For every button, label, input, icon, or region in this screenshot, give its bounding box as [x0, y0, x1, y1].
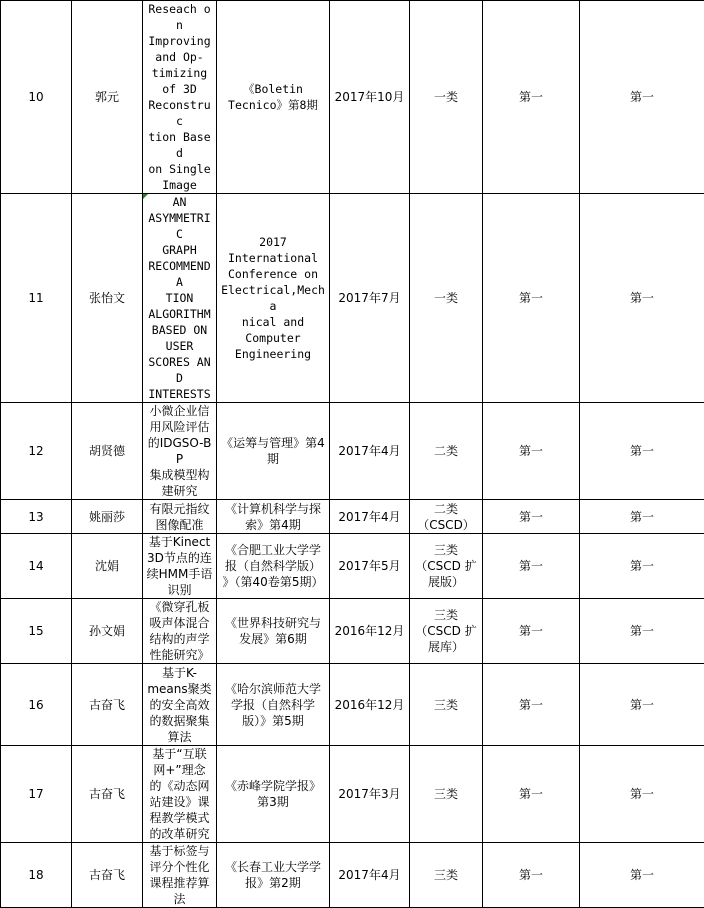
table-row [1, 403, 704, 500]
publish-date-cell-text: 2016年12月 [335, 698, 405, 712]
row-number-cell-text: 13 [28, 510, 43, 524]
rank-cell-text: 第一 [519, 291, 543, 305]
author-cell[interactable] [72, 194, 143, 403]
rank-cell[interactable] [580, 194, 704, 403]
author-cell-text: 胡贤德 [89, 444, 125, 458]
rank-cell[interactable] [580, 1, 704, 194]
author-cell-text: 古奋飞 [89, 698, 125, 712]
category-cell-text: 三类（CSCD 扩展库） [415, 608, 476, 654]
rank-cell-text: 第一 [630, 90, 654, 104]
journal-cell[interactable] [217, 843, 330, 908]
rank-cell-text: 第一 [519, 624, 543, 638]
author-cell-text: 孙文娟 [89, 624, 125, 638]
publish-date-cell-text: 2017年3月 [338, 787, 400, 801]
table-row [1, 1, 704, 194]
publish-date-cell[interactable] [330, 500, 410, 534]
publish-date-cell-text: 2017年4月 [338, 510, 400, 524]
paper-title-cell-text: Reseach on Improving and Op- timizing of 3D Reconstruc tion Based on Single Image [148, 2, 210, 192]
rank-cell[interactable] [580, 843, 704, 908]
author-cell-text: 古奋飞 [89, 787, 125, 801]
table-row [1, 500, 704, 534]
rank-cell-text: 第一 [630, 291, 654, 305]
row-number-cell-text: 11 [28, 291, 43, 305]
category-cell-text: 一类 [434, 291, 458, 305]
paper-title-cell-text: 有限元指纹 图像配准 [149, 502, 209, 532]
rank-cell-text: 第一 [519, 444, 543, 458]
author-cell-text: 张怡文 [89, 291, 125, 305]
table-row [1, 746, 704, 843]
journal-cell-text: 《赤峰学院学报》 第3期 [225, 779, 321, 809]
rank-cell[interactable] [580, 664, 704, 746]
publish-date-cell[interactable] [330, 403, 410, 500]
publish-date-cell[interactable] [330, 843, 410, 908]
row-number-cell[interactable] [1, 194, 72, 403]
author-cell[interactable] [72, 1, 143, 194]
author-cell[interactable] [72, 664, 143, 746]
rank-cell-text: 第一 [519, 698, 543, 712]
paper-title-cell[interactable] [143, 746, 217, 843]
author-cell[interactable] [72, 534, 143, 599]
journal-cell[interactable] [217, 1, 330, 194]
rank-cell-text: 第一 [630, 444, 654, 458]
category-cell[interactable] [410, 500, 483, 534]
paper-title-cell-text: 基于K- means聚类 的安全高效 的数据聚集 算法 [147, 666, 211, 744]
category-cell-text: 二类 （CSCD） [417, 502, 475, 532]
paper-title-cell-text: 小微企业信 用风险评估 的IDGSO-BP 集成模型构 建研究 [148, 404, 212, 498]
category-cell-text: 三类（CSCD 扩展版） [415, 543, 476, 589]
journal-cell-text: 2017 International Conference on Electrical,Mecha nical and Computer Engineering [221, 235, 325, 361]
row-number-cell-text: 15 [28, 624, 43, 638]
journal-cell[interactable] [217, 194, 330, 403]
journal-cell[interactable] [217, 599, 330, 664]
journal-cell[interactable] [217, 664, 330, 746]
paper-title-cell[interactable] [143, 194, 217, 403]
rank-cell[interactable] [483, 534, 580, 599]
rank-cell[interactable] [483, 664, 580, 746]
author-cell-text: 沈娟 [95, 559, 119, 573]
author-cell[interactable] [72, 403, 143, 500]
rank-cell-text: 第一 [519, 559, 543, 573]
row-number-cell-text: 18 [28, 868, 43, 882]
rank-cell[interactable] [483, 1, 580, 194]
paper-title-cell[interactable] [143, 500, 217, 534]
category-cell[interactable] [410, 746, 483, 843]
rank-cell-text: 第一 [630, 510, 654, 524]
comment-indicator-icon[interactable] [143, 194, 148, 199]
publish-date-cell[interactable] [330, 534, 410, 599]
paper-title-cell-text: 《微穿孔板 吸声体混合 结构的声学 性能研究》 [149, 600, 209, 662]
paper-title-cell-text: 基于“互联 网+”理念 的《动态网 站建设》课 程教学模式 的改革研究 [149, 747, 209, 841]
row-number-cell[interactable] [1, 1, 72, 194]
publish-date-cell-text: 2017年10月 [335, 90, 405, 104]
paper-title-cell[interactable] [143, 534, 217, 599]
rank-cell[interactable] [483, 599, 580, 664]
row-number-cell-text: 14 [28, 559, 43, 573]
rank-cell-text: 第一 [630, 624, 654, 638]
table-body [1, 1, 704, 908]
category-cell[interactable] [410, 843, 483, 908]
journal-cell-text: 《哈尔滨师范大学 学报（自然科学 版）》第5期 [225, 682, 321, 728]
rank-cell-text: 第一 [519, 90, 543, 104]
journal-cell-text: 《Boletin Tecnico》第8期 [228, 82, 318, 112]
rank-cell-text: 第一 [630, 787, 654, 801]
paper-title-cell[interactable] [143, 403, 217, 500]
journal-cell-text: 《世界科技研究与 发展》第6期 [225, 616, 321, 646]
category-cell[interactable] [410, 664, 483, 746]
category-cell-text: 一类 [434, 90, 458, 104]
journal-cell-text: 《计算机科学与探 索》第4期 [225, 502, 321, 532]
row-number-cell-text: 16 [28, 698, 43, 712]
category-cell[interactable] [410, 1, 483, 194]
author-cell[interactable] [72, 746, 143, 843]
row-number-cell-text: 12 [28, 444, 43, 458]
rank-cell-text: 第一 [630, 868, 654, 882]
row-number-cell[interactable] [1, 500, 72, 534]
rank-cell[interactable] [580, 599, 704, 664]
table-row [1, 534, 704, 599]
rank-cell[interactable] [580, 500, 704, 534]
row-number-cell[interactable] [1, 599, 72, 664]
table-row [1, 664, 704, 746]
publish-date-cell[interactable] [330, 746, 410, 843]
rank-cell[interactable] [580, 403, 704, 500]
author-cell[interactable] [72, 843, 143, 908]
publish-date-cell[interactable] [330, 1, 410, 194]
row-number-cell-text: 10 [28, 90, 43, 104]
paper-title-cell[interactable] [143, 664, 217, 746]
rank-cell[interactable] [483, 403, 580, 500]
publish-date-cell-text: 2017年4月 [338, 444, 400, 458]
category-cell[interactable] [410, 534, 483, 599]
journal-cell[interactable] [217, 500, 330, 534]
publish-date-cell[interactable] [330, 599, 410, 664]
category-cell-text: 三类 [434, 698, 458, 712]
category-cell[interactable] [410, 599, 483, 664]
row-number-cell[interactable] [1, 746, 72, 843]
row-number-cell[interactable] [1, 534, 72, 599]
journal-cell-text: 《运筹与管理》第4 期 [221, 436, 325, 466]
category-cell[interactable] [410, 403, 483, 500]
rank-cell-text: 第一 [630, 698, 654, 712]
row-number-cell[interactable] [1, 843, 72, 908]
paper-title-cell[interactable] [143, 843, 217, 908]
journal-cell-text: 《合肥工业大学学 报（自然科学版） 》（第40卷第5期） [223, 543, 324, 589]
category-cell-text: 二类 [434, 444, 458, 458]
table-row [1, 843, 704, 908]
rank-cell-text: 第一 [630, 559, 654, 573]
paper-title-cell-text: 基于标签与 评分个性化 课程推荐算 法 [149, 844, 209, 906]
rank-cell[interactable] [483, 746, 580, 843]
publish-date-cell-text: 2017年5月 [338, 559, 400, 573]
journal-cell[interactable] [217, 746, 330, 843]
table-row [1, 599, 704, 664]
rank-cell-text: 第一 [519, 510, 543, 524]
author-cell-text: 古奋飞 [89, 868, 125, 882]
category-cell-text: 三类 [434, 868, 458, 882]
publish-date-cell[interactable] [330, 664, 410, 746]
journal-cell-text: 《长春工业大学学 报》第2期 [225, 860, 321, 890]
author-cell-text: 郭元 [95, 90, 119, 104]
author-cell[interactable] [72, 599, 143, 664]
publish-date-cell-text: 2017年4月 [338, 868, 400, 882]
journal-cell[interactable] [217, 403, 330, 500]
author-cell-text: 姚丽莎 [89, 510, 125, 524]
paper-title-cell-text: 基于Kinect 3D节点的连 续HMM手语 识别 [147, 535, 213, 597]
publish-date-cell-text: 2016年12月 [335, 624, 405, 638]
rank-cell[interactable] [580, 746, 704, 843]
journal-cell[interactable] [217, 534, 330, 599]
row-number-cell[interactable] [1, 664, 72, 746]
rank-cell[interactable] [483, 194, 580, 403]
category-cell-text: 三类 [434, 787, 458, 801]
rank-cell[interactable] [483, 843, 580, 908]
rank-cell-text: 第一 [519, 787, 543, 801]
publish-date-cell-text: 2017年7月 [338, 291, 400, 305]
table-row [1, 194, 704, 403]
row-number-cell-text: 17 [28, 787, 43, 801]
paper-title-cell[interactable] [143, 1, 217, 194]
author-cell[interactable] [72, 500, 143, 534]
rank-cell-text: 第一 [519, 868, 543, 882]
publish-date-cell[interactable] [330, 194, 410, 403]
paper-title-cell[interactable] [143, 599, 217, 664]
row-number-cell[interactable] [1, 403, 72, 500]
category-cell[interactable] [410, 194, 483, 403]
rank-cell[interactable] [483, 500, 580, 534]
paper-title-cell-text: AN ASYMMETRIC GRAPH RECOMMENDA TION ALGORITHM BASED ON USER SCORES AND INTERESTS [148, 195, 210, 401]
rank-cell[interactable] [580, 534, 704, 599]
